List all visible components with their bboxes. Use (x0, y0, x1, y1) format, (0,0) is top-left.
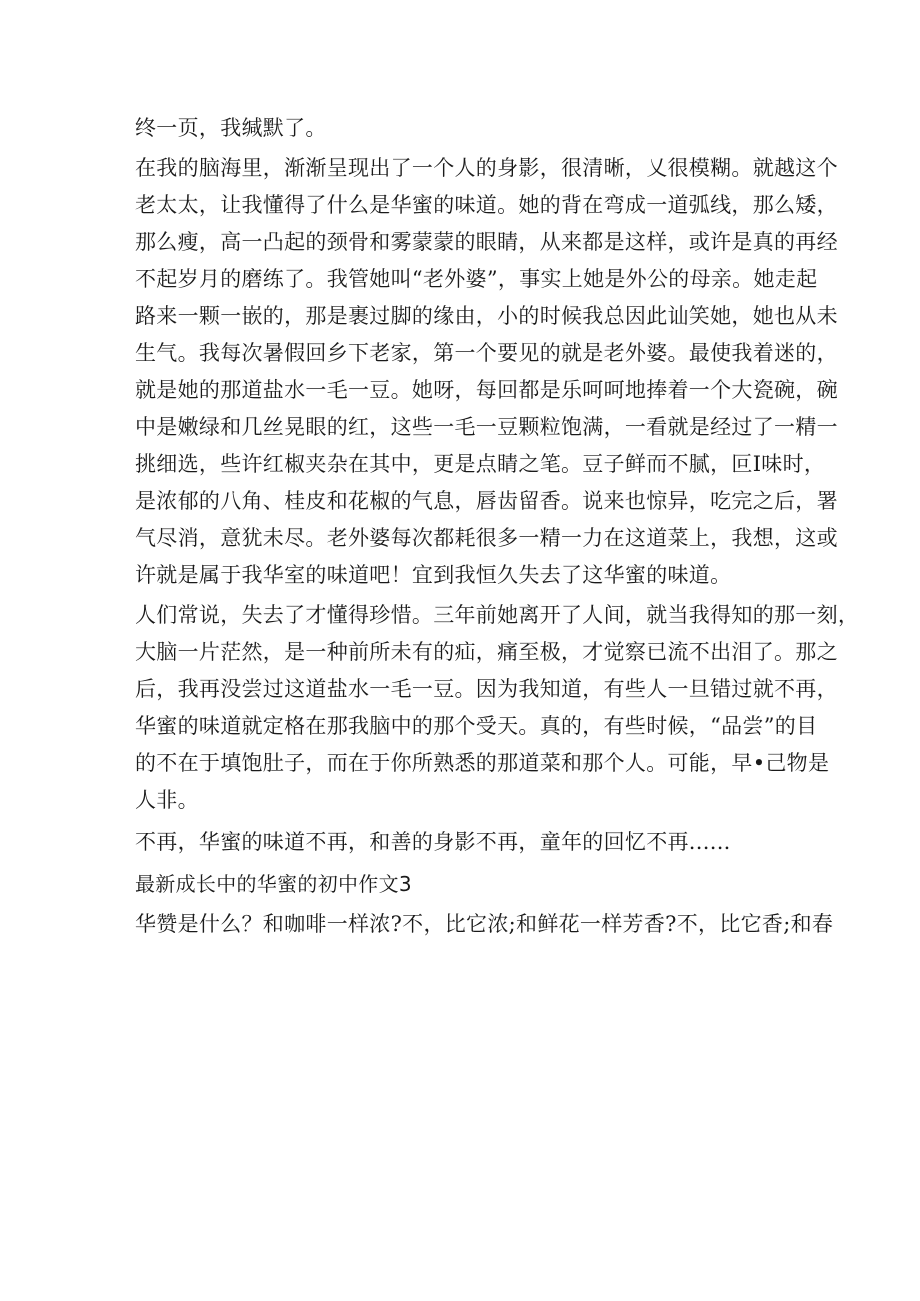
paragraph-line: 终一页，我缄默了。 (135, 116, 327, 140)
paragraph-line: 路来一颗一嵌的，那是裹过脚的缘由，小的时候我总因此讪笑她，她也从未 (135, 304, 838, 328)
paragraph-line: 中是嫩绿和几丝晃眼的红，这些一毛一豆颗粒饱满，一看就是经过了一精一 (135, 415, 838, 439)
paragraph-line: 的不在于填饱肚子，而在于你所熟悉的那道菜和那个人。可能，早•己物是 (135, 751, 830, 775)
paragraph-line: 不再，华蜜的味道不再，和善的身影不再，童年的回忆不再...... (135, 830, 731, 854)
paragraph-line: 不起岁月的磨练了。我管她叫“老外婆”，事实上她是外公的母亲。她走起 (135, 267, 818, 291)
paragraph-line: 是浓郁的八角、桂皮和花椒的气息，唇齿留香。说来也惊异，吃完之后，署 (135, 489, 838, 513)
paragraph-line: 就是她的那道盐水一毛一豆。她呀，每回都是乐呵呵地捧着一个大瓷碗，碗 (135, 378, 838, 402)
paragraph-line: 大脑一片茫然，是一种前所未有的疝，痛至极，才觉察已流不出泪了。那之 (135, 640, 838, 664)
paragraph-line: 挑细选，些许红椒夹杂在其中，更是点睛之笔。豆子鲜而不腻，叵I味时， (135, 452, 826, 476)
paragraph-line: 在我的脑海里，渐渐呈现出了一个人的身影，很清晰，乂很模糊。就越这个 (135, 156, 838, 180)
section-heading: 最新成长中的华蜜的初中作文3 (135, 872, 412, 896)
paragraph-line: 气尽消，意犹未尽。老外婆每次都耗很多一精一力在这道菜上，我想，这或 (135, 526, 838, 550)
paragraph-line: 生气。我每次暑假回乡下老家，第一个要见的就是老外婆。最使我着迷的， (135, 341, 838, 365)
paragraph-line: 人非。 (135, 788, 199, 812)
paragraph-line: 许就是属于我华室的味道吧！宜到我恒久失去了这华蜜的味道。 (135, 563, 732, 587)
paragraph-line: 老太太，让我懂得了什么是华蜜的味道。她的背在弯成一道弧线，那么矮， (135, 193, 838, 217)
paragraph-line: 人们常说，失去了才懂得珍惜。三年前她离开了人间，就当我得知的那一刻， (135, 603, 860, 627)
paragraph-line: 那么瘦，高一凸起的颈骨和雾蒙蒙的眼睛，从来都是这样，或许是真的再经 (135, 230, 838, 254)
paragraph-line: 后，我再没尝过这道盐水一毛一豆。因为我知道，有些人一旦错过就不再， (135, 677, 838, 701)
paragraph-line: 华赞是什么？和咖啡一样浓?不，比它浓;和鲜花一样芳香?不，比它香;和春 (135, 912, 834, 936)
paragraph-line: 华蜜的味道就定格在那我脑中的那个受天。真的，有些时候，“品尝”的目 (135, 714, 818, 738)
document-body (135, 110, 860, 943)
